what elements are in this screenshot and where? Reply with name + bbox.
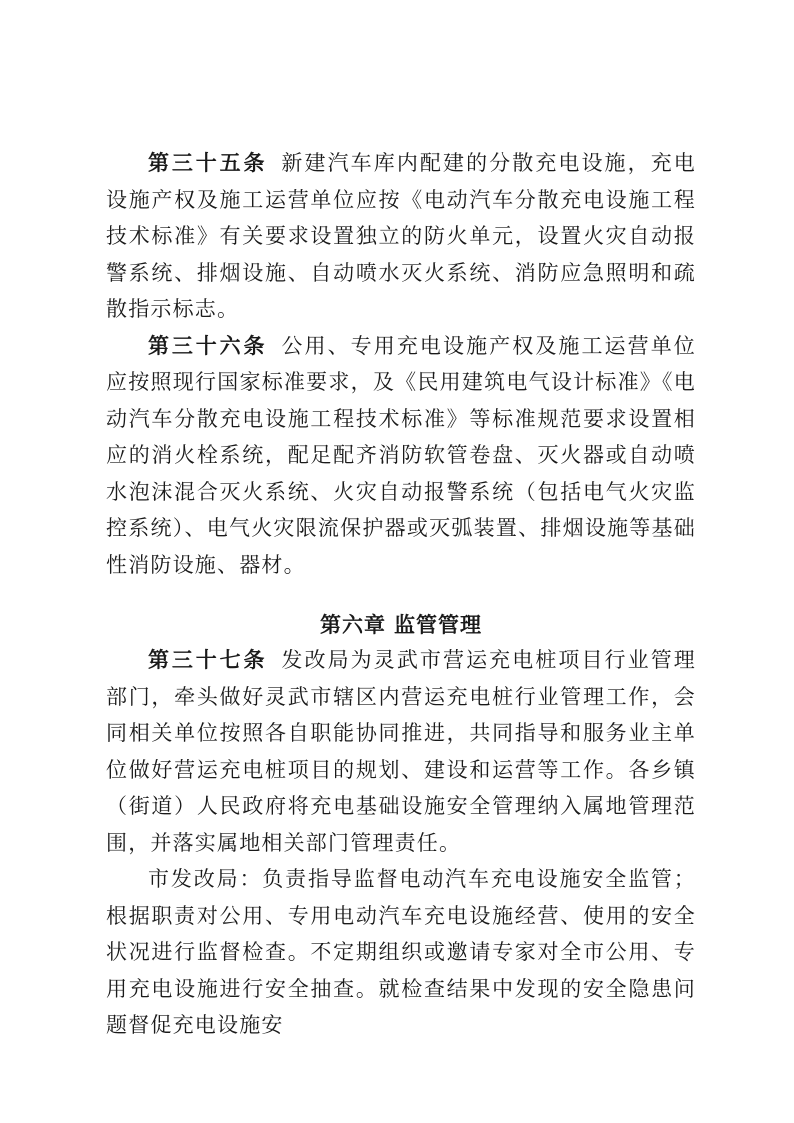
- chapter-number: 第六章: [320, 613, 386, 637]
- article-text: 发改局为灵武市营运充电桩项目行业管理部门，牵头做好灵武市辖区内营运充电桩行业管理工作，会同相关单位按照各自职能协同推进，共同指导和服务业主单位做好营运充电桩项目的规划、建设和运营等工作。各乡镇（街道）人民政府将充电基础设施安全管理纳入属地管理范围，并落实属地相关部门管理责任。: [106, 648, 697, 855]
- article-number: 第三十五条: [148, 151, 268, 175]
- article-number: 第三十七条: [148, 648, 268, 672]
- article-number: 第三十六条: [148, 333, 268, 358]
- chapter-heading: [106, 606, 696, 644]
- article-text: 新建汽车库内配建的分散充电设施，充电设施产权及施工运营单位应按《电动汽车分散充电设施工程技术标准》有关要求设置独立的防火单元，设置火灾自动报警系统、排烟设施、自动喷水灭火系统、消防应急照明和疏散指示标志。: [106, 151, 697, 321]
- article-37: [106, 642, 696, 861]
- document-page: [106, 145, 696, 1044]
- article-text: 公用、专用充电设施产权及施工运营单位应按照现行国家标准要求，及《民用建筑电气设计标准》《电动汽车分散充电设施工程技术标准》等标准规范要求设置相应的消火栓系统，配足配齐消防软管卷盘、灭火器或自动喷水泡沫混合灭火系统、火灾自动报警系统（包括电气火灾监控系统）、电气火灾限流保护器或灭弧装置、排烟设施等基础性消防设施、器材。: [106, 333, 697, 577]
- paragraph-text: 市发改局：负责指导监督电动汽车充电设施安全监管；根据职责对公用、专用电动汽车充电设施经营、使用的安全状况进行监督检查。不定期组织或邀请专家对全市公用、专用充电设施进行安全抽查。就检查结果中发现的安全隐患问题督促充电设施安: [106, 867, 696, 1037]
- paragraph-fgj: [106, 861, 696, 1044]
- chapter-title: 监管管理: [394, 613, 482, 637]
- article-36: [106, 328, 696, 584]
- article-35: [106, 145, 696, 328]
